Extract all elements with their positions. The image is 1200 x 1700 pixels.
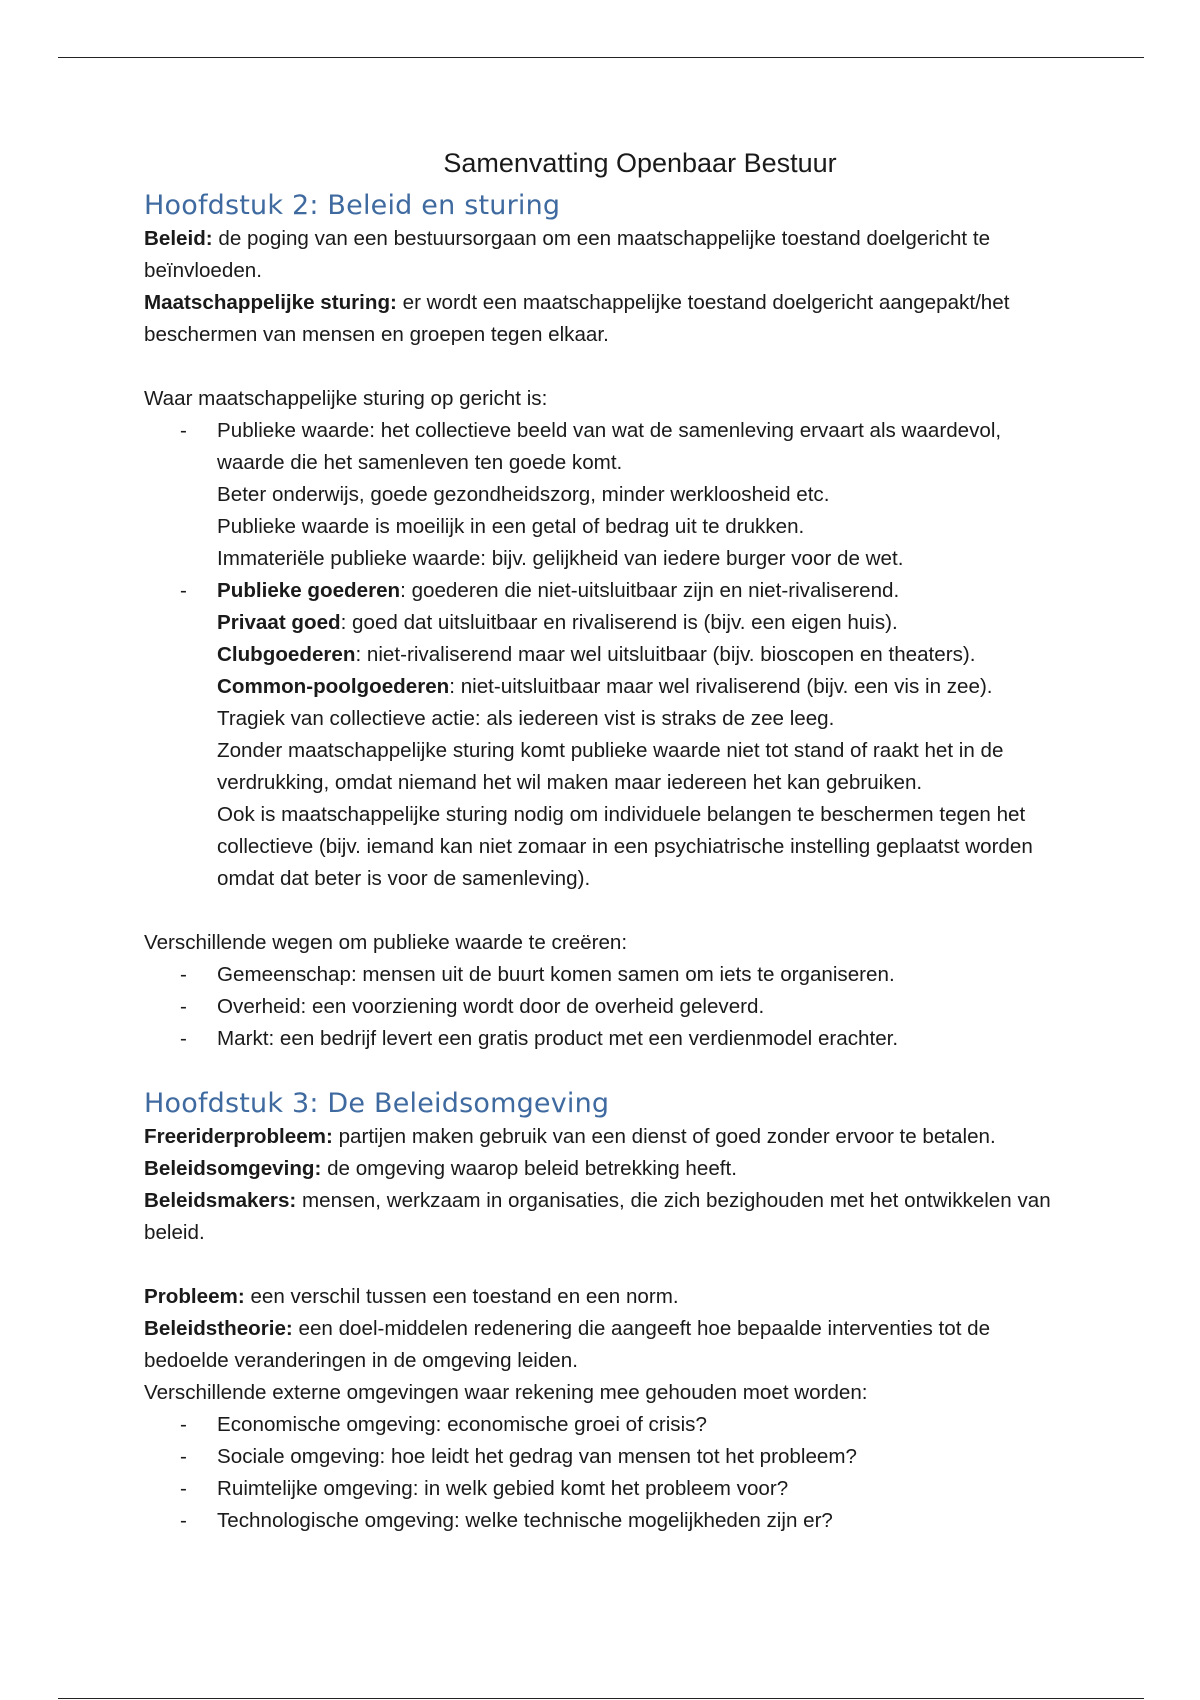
term: Probleem: <box>144 1285 245 1308</box>
term: Freeriderprobleem: <box>144 1125 333 1148</box>
list-item: - Sociale omgeving: hoe leidt het gedrag van mensen tot het probleem? <box>144 1441 1074 1473</box>
term: Beleid: <box>144 227 213 250</box>
text-line: Ook is maatschappelijke sturing nodig om individuele belangen te beschermen tegen het collectieve (bijv. iemand kan niet zomaar in een psychiatrische instelling geplaatst worden omdat dat beter is voor de samenleving). <box>217 803 1033 890</box>
definition-probleem <box>144 1281 1074 1313</box>
list-item: - Ruimtelijke omgeving: in welk gebied komt het probleem voor? <box>144 1473 1074 1505</box>
document-title: Samenvatting Openbaar Bestuur <box>443 148 837 178</box>
list-item: - Technologische omgeving: welke technische mogelijkheden zijn er? <box>144 1505 1074 1537</box>
term: Beleidsomgeving: <box>144 1157 322 1180</box>
definition-text: een doel-middelen redenering die aangeeft hoe bepaalde interventies tot de bedoelde veranderingen in de omgeving leiden. <box>144 1317 991 1372</box>
definition-text: : goederen die niet-uitsluitbaar zijn en niet-rivaliserend. <box>400 579 900 602</box>
term: Maatschappelijke sturing: <box>144 291 397 314</box>
list-item: - Overheid: een voorziening wordt door de overheid geleverd. <box>144 991 1074 1023</box>
text-line: Immateriële publieke waarde: bijv. gelijkheid van iedere burger voor de wet. <box>217 547 904 570</box>
definition-beleidstheorie <box>144 1313 1074 1377</box>
chapter-2-heading: Hoofdstuk 2: Beleid en sturing <box>144 190 561 221</box>
definition-beleid <box>144 223 1074 287</box>
definition-text: er wordt een maatschappelijke toestand doelgericht aangepakt/het beschermen van mensen en groepen tegen elkaar. <box>144 291 1010 346</box>
definition-text: de omgeving waarop beleid betrekking heeft. <box>321 1157 737 1180</box>
sturing-intro: Waar maatschappelijke sturing op gericht is: <box>144 387 548 410</box>
definition-text: de poging van een bestuursorgaan om een maatschappelijke toestand doelgericht te beïnvloeden. <box>144 227 991 282</box>
text-line: Publieke waarde is moeilijk in een getal of bedrag uit te drukken. <box>217 515 805 538</box>
list-item: - Economische omgeving: economische groei of crisis? <box>144 1409 1074 1441</box>
term: Beleidsmakers: <box>144 1189 297 1212</box>
list-item-publieke-goederen <box>144 575 1074 895</box>
ways-list <box>144 959 1074 1055</box>
sturing-list <box>144 415 1074 895</box>
text-line: Tragiek van collectieve actie: als iedereen vist is straks de zee leeg. <box>217 707 835 730</box>
text-line <box>217 639 1074 671</box>
definition-text: : goed dat uitsluitbaar en rivaliserend is (bijv. een eigen huis). <box>340 611 898 634</box>
list-item: - Gemeenschap: mensen uit de buurt komen samen om iets te organiseren. <box>144 959 1074 991</box>
document-page <box>144 140 1074 1537</box>
text-line <box>217 575 1074 607</box>
environments-list <box>144 1409 1074 1537</box>
definition-text: een verschil tussen een toestand en een norm. <box>244 1285 679 1308</box>
definition-freeriderprobleem <box>144 1121 1074 1153</box>
environments-intro: Verschillende externe omgevingen waar rekening mee gehouden moet worden: <box>144 1381 868 1404</box>
definition-beleidsomgeving <box>144 1153 1074 1185</box>
definition-maatschappelijke-sturing <box>144 287 1074 351</box>
list-item: - Markt: een bedrijf levert een gratis product met een verdienmodel erachter. <box>144 1023 1074 1055</box>
term: Clubgoederen <box>217 643 356 666</box>
term: Publieke goederen <box>217 579 401 602</box>
header-rule <box>58 57 1144 58</box>
text-line <box>217 607 1074 639</box>
term: Common-poolgoederen <box>217 675 450 698</box>
term: Beleidstheorie: <box>144 1317 293 1340</box>
ways-intro: Verschillende wegen om publieke waarde te creëren: <box>144 931 628 954</box>
list-item-publieke-waarde <box>144 415 1074 575</box>
definition-beleidsmakers <box>144 1185 1074 1249</box>
text-line: Beter onderwijs, goede gezondheidszorg, minder werkloosheid etc. <box>217 483 830 506</box>
definition-text: mensen, werkzaam in organisaties, die zich bezighouden met het ontwikkelen van beleid. <box>144 1189 1051 1244</box>
chapter-3-heading: Hoofdstuk 3: De Beleidsomgeving <box>144 1088 610 1119</box>
definition-text: partijen maken gebruik van een dienst of goed zonder ervoor te betalen. <box>332 1125 996 1148</box>
term: Privaat goed <box>217 611 341 634</box>
definition-text: : niet-uitsluitbaar maar wel rivaliserend (bijv. een vis in zee). <box>449 675 993 698</box>
definition-text: : niet-rivaliserend maar wel uitsluitbaar (bijv. bioscopen en theaters). <box>355 643 976 666</box>
text-line: Zonder maatschappelijke sturing komt publieke waarde niet tot stand of raakt het in de verdrukking, omdat niemand het wil maken maar iedereen het kan gebruiken. <box>217 739 1004 794</box>
text-line <box>217 671 1074 703</box>
footer-rule <box>58 1698 1144 1699</box>
text-line: - Publieke waarde: het collectieve beeld van wat de samenleving ervaart als waardevol, waarde die het samenleven ten goede komt. <box>217 419 1002 474</box>
